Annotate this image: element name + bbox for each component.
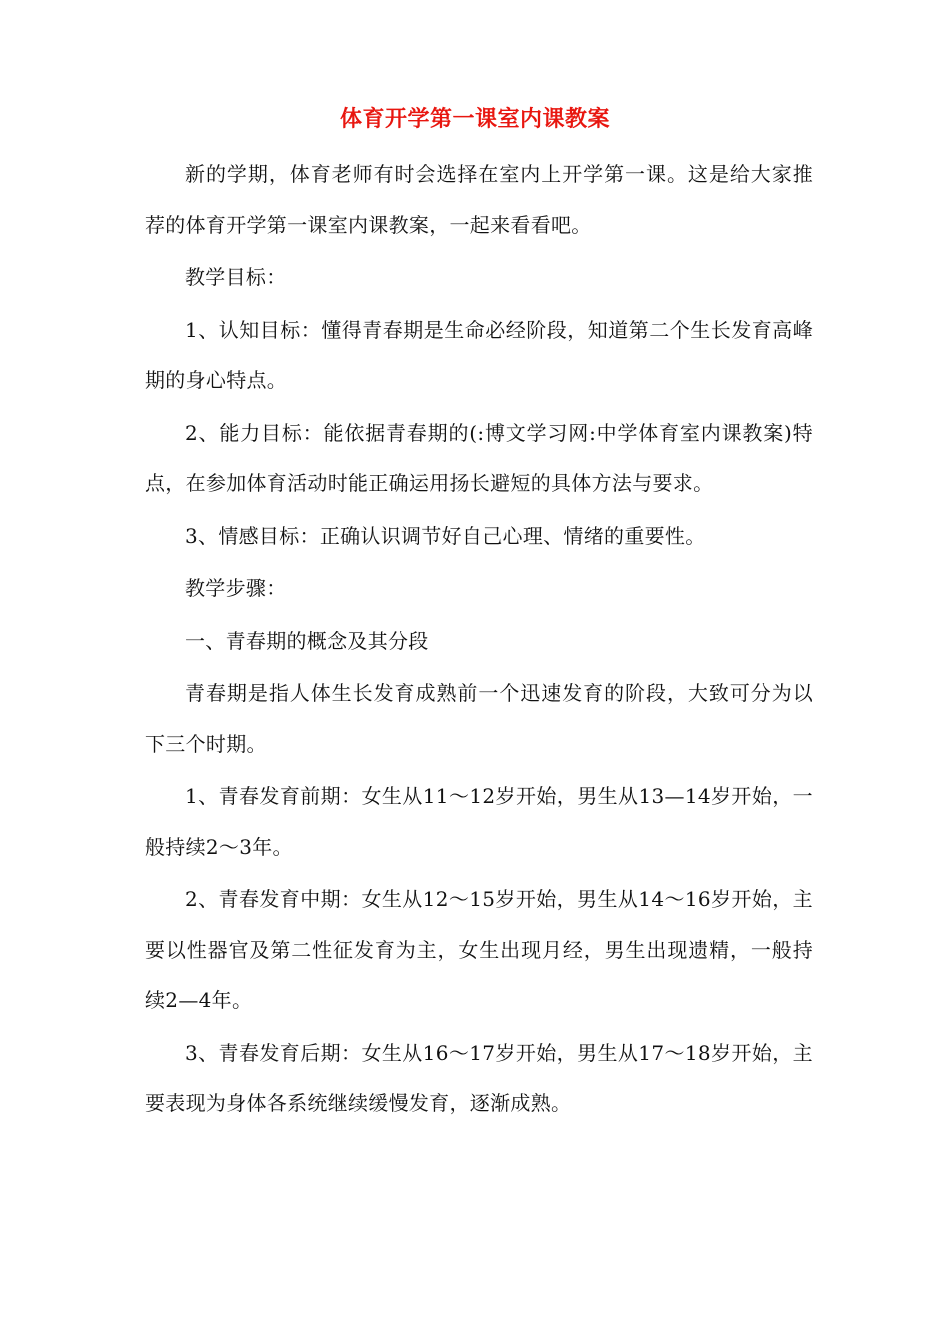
document-title: 体育开学第一课室内课教案 (339, 106, 610, 132)
paragraph-intro: 新的学期，体育老师有时会选择在室内上开学第一课。这是给大家推荐的体育开学第一课室内课教案，一起来看看吧。 (145, 162, 813, 237)
paragraph-puberty-definition: 青春期是指人体生长发育成熟前一个迅速发育的阶段，大致可分为以下三个时期。 (145, 681, 813, 756)
document-body (145, 149, 813, 1131)
paragraph-late-puberty: 3、青春发育后期：女生从16～17岁开始，男生从17～18岁开始，主要表现为身体各系统继续缓慢发育，逐渐成熟。 (145, 1040, 813, 1115)
paragraph-objective-emotional: 3、情感目标：正确认识调节好自己心理、情绪的重要性。 (185, 523, 706, 548)
paragraph-objective-cognitive: 1、认知目标：懂得青春期是生命必经阶段，知道第二个生长发育高峰期的身心特点。 (145, 317, 813, 392)
paragraph-steps-heading: 教学步骤： (185, 576, 287, 600)
paragraph-mid-puberty: 2、青春发育中期：女生从12～15岁开始，男生从14～16岁开始，主要以性器官及第二性征发育为主，女生出现月经，男生出现遗精，一般持续2—4年。 (145, 887, 813, 1012)
paragraph-early-puberty: 1、青春发育前期：女生从11～12岁开始，男生从13—14岁开始，一般持续2～3年。 (145, 784, 813, 859)
paragraph-objective-ability: 2、能力目标：能依据青春期的(:博文学习网:中学体育室内课教案)特点，在参加体育活动时能正确运用扬长避短的具体方法与要求。 (145, 420, 813, 495)
paragraph-section-one-heading: 一、青春期的概念及其分段 (185, 628, 429, 653)
paragraph-objectives-heading: 教学目标： (185, 265, 287, 289)
